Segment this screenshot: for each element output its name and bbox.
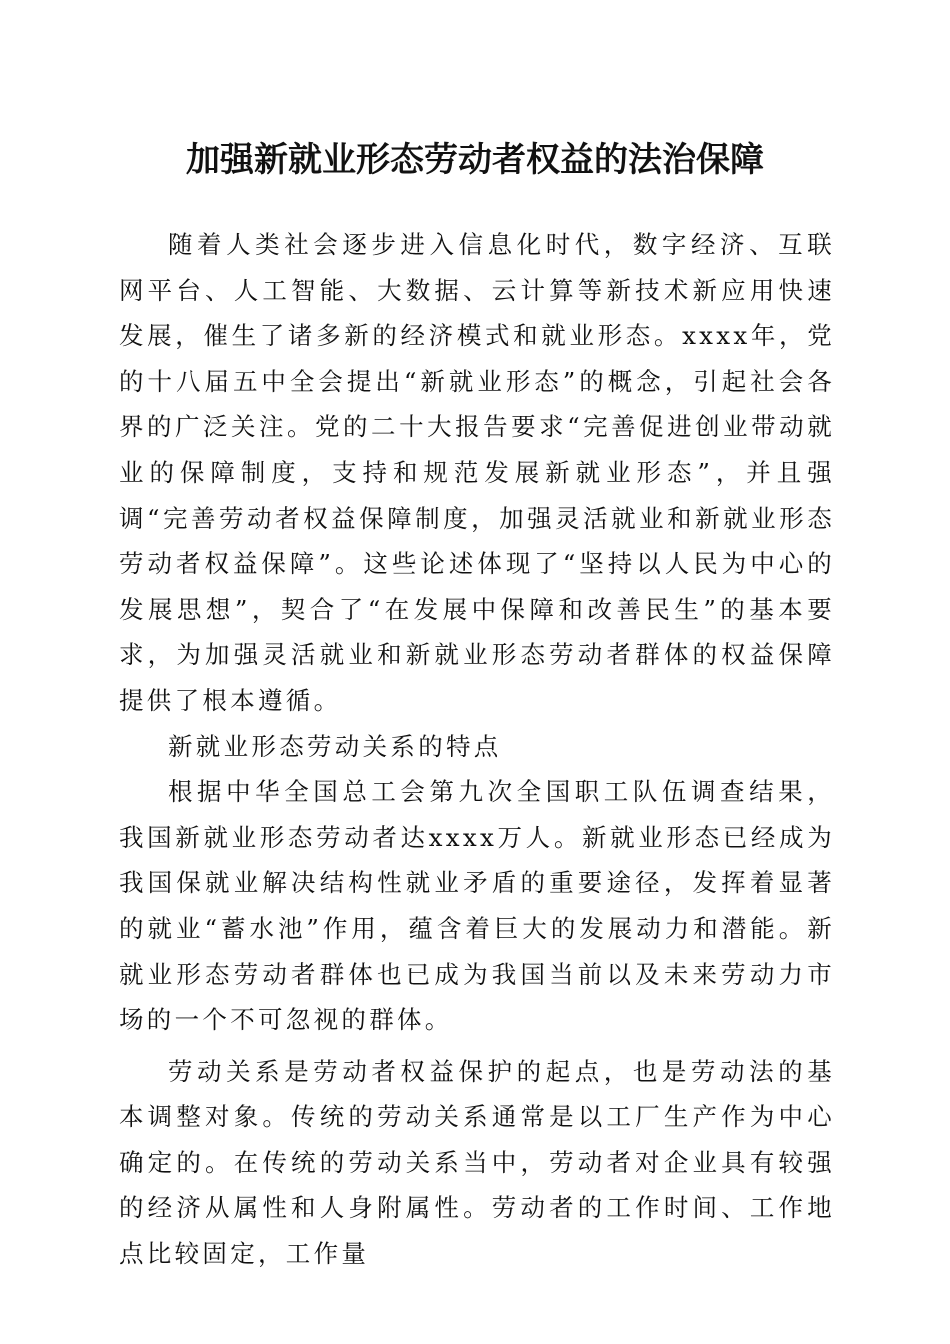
paragraph-survey: 根据中华全国总工会第九次全国职工队伍调查结果，我国新就业形态劳动者达xxxx万人。新就业形态已经成为我国保就业解决结构性就业矛盾的重要途径，发挥着显著的就业“蓄水池”作用，蕴含着巨大的发展动力和潜能。新就业形态劳动者群体也已成为我国当前以及未来劳动力市场的一个不可忽视的群体。 <box>119 777 835 1035</box>
paragraph-labor-relations: 劳动关系是劳动者权益保护的起点，也是劳动法的基本调整对象。传统的劳动关系通常是以工厂生产作为中心确定的。在传统的劳动关系当中，劳动者对企业具有较强的经济从属性和人身附属性。劳动者的工作时间、工作地点比较固定，工作量 <box>119 1056 835 1269</box>
document-body <box>119 222 835 1277</box>
section-heading: 新就业形态劳动关系的特点 <box>168 731 502 761</box>
paragraph-intro: 随着人类社会逐步进入信息化时代，数字经济、互联网平台、人工智能、大数据、云计算等新技术新应用快速发展，催生了诸多新的经济模式和就业形态。xxxx年，党的十八届五中全会提出“新就业形态”的概念，引起社会各界的广泛关注。党的二十大报告要求“完善促进创业带动就业的保障制度，支持和规范发展新就业形态”，并且强调“完善劳动者权益保障制度，加强灵活就业和新就业形态劳动者权益保障”。这些论述体现了“坚持以人民为中心的发展思想”，契合了“在发展中保障和改善民生”的基本要求，为加强灵活就业和新就业形态劳动者群体的权益保障提供了根本遵循。 <box>119 230 835 715</box>
document-title: 加强新就业形态劳动者权益的法治保障 <box>186 140 764 180</box>
